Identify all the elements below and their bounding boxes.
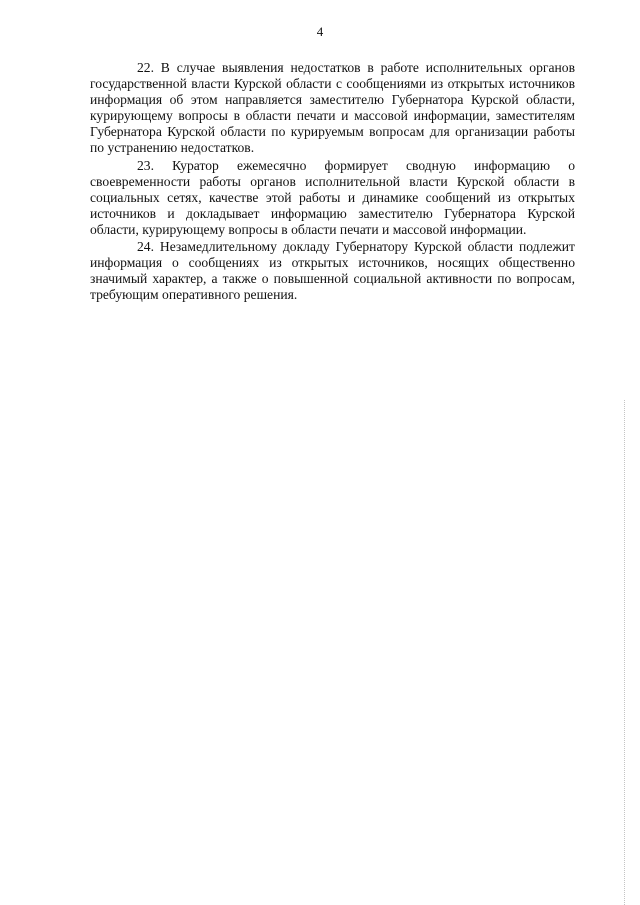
paragraph-23: 23. Куратор ежемесячно формирует сводную информацию о своевременности работы органов исполнительной власти Курской области в социальных сетях, качестве этой работы и динамике сообщений из открытых источников и докладывает информацию заместителю Губернатора Курской области, курирующему вопросы в области печати и массовой информации. [90, 157, 575, 237]
paragraph-22: 22. В случае выявления недостатков в работе исполнительных органов государственной власти Курской области с сообщениями из открытых источников информация об этом направляется заместителю Губернатора Курской области, курирующему вопросы в области печати и массовой информации, заместителям Губернатора Курской области по курируемым вопросам для организации работы по устранению недостатков. [90, 60, 575, 156]
scan-edge-line [624, 400, 625, 905]
paragraph-24: 24. Незамедлительному докладу Губернатору Курской области подлежит информация о сообщениях из открытых источников, носящих общественно значимый характер, а также о повышенной социальной активности по вопросам, требующим оперативного решения. [90, 239, 575, 303]
page-number: 4 [316, 24, 324, 39]
document-body [90, 60, 575, 303]
